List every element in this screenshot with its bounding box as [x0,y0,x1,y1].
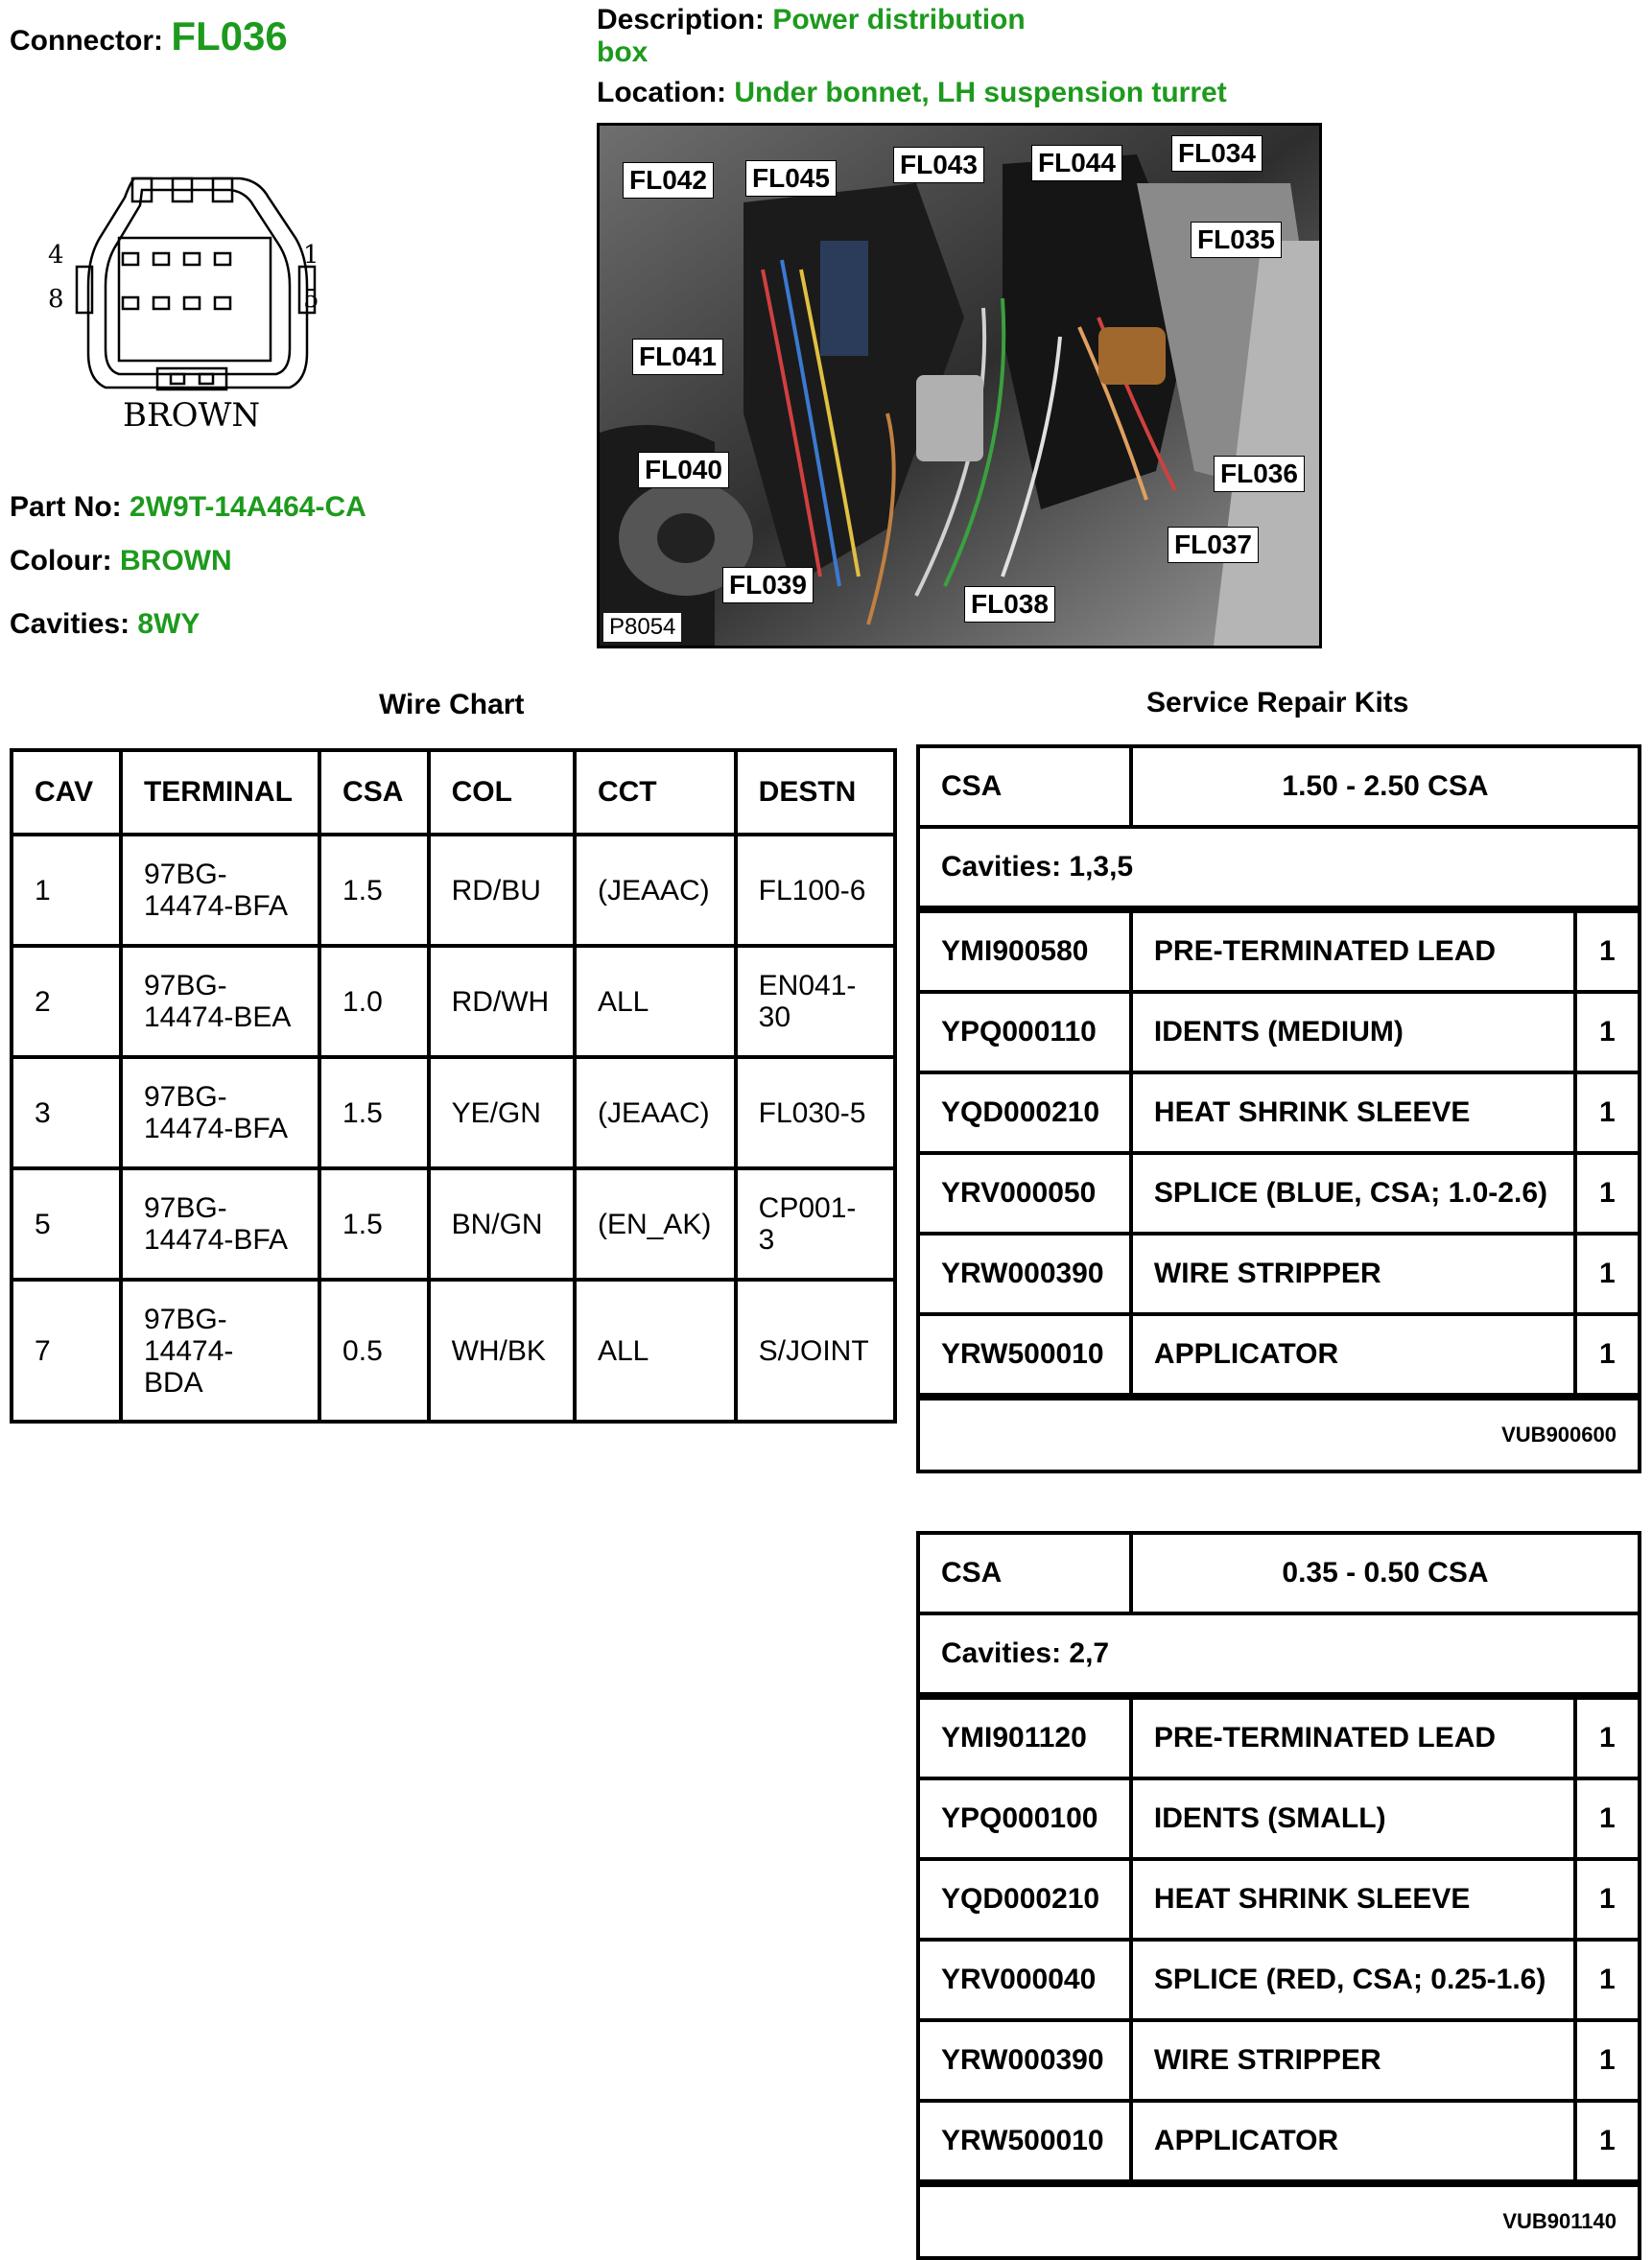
col-destn: DESTN [736,750,895,835]
service-kits-title: Service Repair Kits [1146,687,1409,718]
cell-destn: FL100-6 [736,835,895,946]
cell-destn: CP001- 3 [736,1168,895,1280]
connector-heading [10,13,288,59]
cell-cct: ALL [575,1280,736,1422]
cell-col: BN/GN [429,1168,575,1280]
kit-item-code: YRV000040 [918,1940,1131,2020]
kit-item-code: YPQ000110 [918,992,1131,1072]
cell-cct: ALL [575,946,736,1057]
cell-destn: S/JOINT [736,1280,895,1422]
callout-fl035: FL035 [1191,222,1282,258]
callout-fl036: FL036 [1214,456,1305,492]
table-row [12,1168,895,1280]
cell-terminal: 97BG- 14474-BFA [121,1168,319,1280]
table-row [12,835,895,946]
cavities-value: 8WY [137,608,201,640]
cell-cav: 1 [12,835,121,946]
list-item [918,1859,1640,1940]
cell-cav: 7 [12,1280,121,1422]
list-item [918,1072,1640,1153]
cell-col: WH/BK [429,1280,575,1422]
col-terminal: TERMINAL [121,750,319,835]
kit-item-desc: IDENTS (MEDIUM) [1131,992,1575,1072]
cell-cct: (EN_AK) [575,1168,736,1280]
list-item [918,1778,1640,1859]
colour-value: BROWN [119,545,232,577]
kit-item-qty: 1 [1575,1234,1640,1314]
kit-csa-row [918,1533,1640,1613]
kit-item-desc: APPLICATOR [1131,2101,1575,2183]
cell-terminal: 97BG- 14474-BEA [121,946,319,1057]
kit-cavities: Cavities: 2,7 [918,1613,1640,1696]
kit-item-desc: APPLICATOR [1131,1314,1575,1397]
list-item [918,909,1640,992]
cell-cav: 2 [12,946,121,1057]
callout-fl034: FL034 [1171,135,1263,172]
list-item [918,2101,1640,2183]
kit-item-qty: 1 [1575,1314,1640,1397]
location-photo [597,123,1322,648]
kit-csa-label: CSA [918,1533,1131,1613]
col-csa: CSA [319,750,429,835]
kit-item-desc: WIRE STRIPPER [1131,1234,1575,1314]
list-item [918,992,1640,1072]
description-value-2: box [597,36,649,68]
kit-item-qty: 1 [1575,1153,1640,1234]
kit-item-desc: SPLICE (BLUE, CSA; 1.0-2.6) [1131,1153,1575,1234]
pin-4: 4 [48,241,64,270]
kit-csa-value: 1.50 - 2.50 CSA [1131,746,1640,827]
cavities-row [10,608,200,641]
kit-item-desc: HEAT SHRINK SLEEVE [1131,1859,1575,1940]
pin-1: 1 [303,241,319,270]
col-cav: CAV [12,750,121,835]
pinout-colour-text: BROWN [123,396,261,435]
location-block [597,77,1227,109]
callout-fl038: FL038 [964,586,1055,623]
service-kit-1 [916,744,1641,1473]
list-item [918,1696,1640,1778]
cell-cav: 3 [12,1057,121,1168]
cell-csa: 1.5 [319,1168,429,1280]
colour-row [10,545,232,577]
kit-item-code: YMI900580 [918,909,1131,992]
cell-terminal: 97BG- 14474- BDA [121,1280,319,1422]
callout-fl040: FL040 [638,452,729,488]
cell-destn: EN041- 30 [736,946,895,1057]
kit-code-row [918,2183,1640,2258]
kit-item-code: YQD000210 [918,1859,1131,1940]
kit-item-desc: HEAT SHRINK SLEEVE [1131,1072,1575,1153]
cell-csa: 1.0 [319,946,429,1057]
kit-item-desc: PRE-TERMINATED LEAD [1131,1696,1575,1778]
kit-item-desc: PRE-TERMINATED LEAD [1131,909,1575,992]
cell-terminal: 97BG- 14474-BFA [121,835,319,946]
kit-item-desc: WIRE STRIPPER [1131,2020,1575,2101]
list-item [918,1234,1640,1314]
callout-fl037: FL037 [1168,527,1259,563]
kit-item-code: YRV000050 [918,1153,1131,1234]
part-no-value: 2W9T-14A464-CA [130,491,366,523]
list-item [918,1940,1640,2020]
kit-code: VUB901140 [918,2183,1640,2258]
cell-col: RD/BU [429,835,575,946]
wire-chart-table [10,748,897,1424]
callout-fl041: FL041 [632,339,723,375]
col-col: COL [429,750,575,835]
callout-fl042: FL042 [623,162,714,199]
kit-item-desc: IDENTS (SMALL) [1131,1778,1575,1859]
cell-csa: 1.5 [319,835,429,946]
cell-col: YE/GN [429,1057,575,1168]
photo-code: P8054 [603,613,681,642]
wire-chart-title: Wire Chart [379,689,525,720]
kit-item-code: YRW500010 [918,2101,1131,2183]
colour-label: Colour: [10,545,112,577]
location-label: Location: [597,77,726,108]
part-no-label: Part No: [10,491,122,523]
kit-code: VUB900600 [918,1397,1640,1471]
cell-col: RD/WH [429,946,575,1057]
kit-cavities-row [918,827,1640,909]
table-row [12,1280,895,1422]
cell-cav: 5 [12,1168,121,1280]
cell-csa: 1.5 [319,1057,429,1168]
kit-item-code: YMI901120 [918,1696,1131,1778]
cavities-label: Cavities: [10,608,130,640]
callout-fl039: FL039 [722,567,814,603]
kit-item-code: YRW500010 [918,1314,1131,1397]
kit-item-qty: 1 [1575,992,1640,1072]
cell-cct: (JEAAC) [575,835,736,946]
kit-csa-value: 0.35 - 0.50 CSA [1131,1533,1640,1613]
kit-csa-row [918,746,1640,827]
kit-item-code: YPQ000100 [918,1778,1131,1859]
kit-item-code: YQD000210 [918,1072,1131,1153]
kit-item-code: YRW000390 [918,1234,1131,1314]
part-no-row [10,491,366,524]
cell-terminal: 97BG- 14474-BFA [121,1057,319,1168]
table-row [12,1057,895,1168]
list-item [918,2020,1640,2101]
cell-cct: (JEAAC) [575,1057,736,1168]
col-cct: CCT [575,750,736,835]
kit-item-qty: 1 [1575,1778,1640,1859]
description-block [597,4,1026,69]
pin-8: 8 [48,285,64,314]
kit-item-qty: 1 [1575,1940,1640,2020]
connector-label: Connector: [10,25,163,57]
table-row [12,946,895,1057]
kit-item-qty: 1 [1575,909,1640,992]
wire-chart-header-row [12,750,895,835]
kit-cavities: Cavities: 1,3,5 [918,827,1640,909]
kit-csa-label: CSA [918,746,1131,827]
kit-item-qty: 1 [1575,2020,1640,2101]
location-value: Under bonnet, LH suspension turret [734,77,1227,108]
kit-item-code: YRW000390 [918,2020,1131,2101]
kit-code-row [918,1397,1640,1471]
list-item [918,1153,1640,1234]
description-label: Description: [597,4,766,35]
cell-csa: 0.5 [319,1280,429,1422]
kit-item-desc: SPLICE (RED, CSA; 0.25-1.6) [1131,1940,1575,2020]
kit-item-qty: 1 [1575,1859,1640,1940]
kit-cavities-row [918,1613,1640,1696]
kit-item-qty: 1 [1575,2101,1640,2183]
callout-fl044: FL044 [1031,145,1122,181]
callout-fl043: FL043 [893,147,984,183]
connector-pinout-diagram [38,161,345,439]
kit-item-qty: 1 [1575,1696,1640,1778]
service-kit-2 [916,1531,1641,2260]
kit-item-qty: 1 [1575,1072,1640,1153]
description-value-1: Power distribution [772,4,1026,35]
connector-id: FL036 [171,13,288,59]
cell-destn: FL030-5 [736,1057,895,1168]
list-item [918,1314,1640,1397]
callout-fl045: FL045 [745,160,837,197]
pin-5: 5 [303,285,319,314]
